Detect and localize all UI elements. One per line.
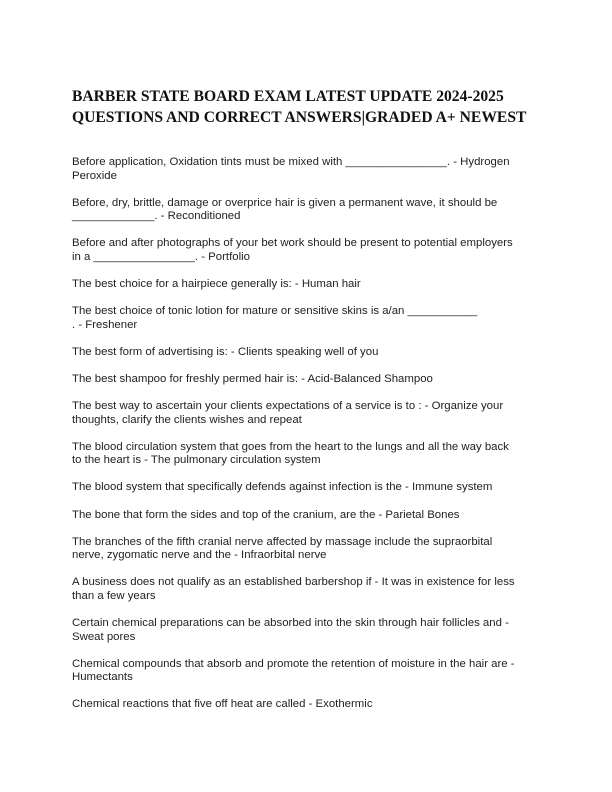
qa-line: The blood system that specifically defends against infection is the - Immune system xyxy=(72,481,493,494)
qa-line: The best way to ascertain your clients expectations of a service is to : - Organize your xyxy=(72,400,504,413)
qa-line: Chemical compounds that absorb and promote the retention of moisture in the hair are - xyxy=(72,657,515,670)
question-answer-list xyxy=(72,156,542,712)
qa-line: Chemical reactions that five off heat are called - Exothermic xyxy=(72,698,373,711)
qa-item xyxy=(72,698,542,712)
qa-item xyxy=(72,617,542,644)
qa-line: Certain chemical preparations can be absorbed into the skin through hair follicles and - xyxy=(72,616,509,629)
qa-item xyxy=(72,658,542,685)
qa-line: in a ________________. - Portfolio xyxy=(72,250,250,263)
title-line: QUESTIONS AND CORRECT ANSWERS|GRADED A+ NEWEST xyxy=(72,109,527,126)
qa-line: nerve, zygomatic nerve and the - Infraorbital nerve xyxy=(72,549,327,562)
qa-line: The best form of advertising is: - Clients speaking well of you xyxy=(72,345,379,358)
qa-line: Peroxide xyxy=(72,169,117,182)
qa-line: than a few years xyxy=(72,589,156,602)
qa-item xyxy=(72,481,542,495)
qa-item xyxy=(72,509,542,523)
qa-item xyxy=(72,278,542,292)
title-line: BARBER STATE BOARD EXAM LATEST UPDATE 2024-2025 xyxy=(72,88,504,105)
qa-item xyxy=(72,197,542,224)
qa-item xyxy=(72,441,542,468)
qa-item xyxy=(72,237,542,264)
qa-line: Sweat pores xyxy=(72,630,136,643)
qa-line: . - Freshener xyxy=(72,318,138,331)
qa-line: thoughts, clarify the clients wishes and repeat xyxy=(72,413,302,426)
qa-line: to the heart is - The pulmonary circulation system xyxy=(72,454,321,467)
qa-line: The best choice of tonic lotion for mature or sensitive skins is a/an ___________ xyxy=(72,305,478,318)
qa-line: The best shampoo for freshly permed hair is: - Acid-Balanced Shampoo xyxy=(72,372,433,385)
qa-line: A business does not qualify as an established barbershop if - It was in existence for less xyxy=(72,576,515,589)
document-title xyxy=(72,86,542,128)
qa-line: The best choice for a hairpiece generally is: - Human hair xyxy=(72,278,361,291)
qa-line: Before, dry, brittle, damage or overprice hair is given a permanent wave, it should be xyxy=(72,196,498,209)
qa-item xyxy=(72,156,542,183)
qa-item xyxy=(72,346,542,360)
qa-item xyxy=(72,400,542,427)
qa-line: Before and after photographs of your bet work should be present to potential employers xyxy=(72,237,513,250)
qa-item xyxy=(72,373,542,387)
qa-line: Humectants xyxy=(72,671,133,684)
qa-line: _____________. - Reconditioned xyxy=(72,210,241,223)
qa-item xyxy=(72,536,542,563)
qa-item xyxy=(72,576,542,603)
document-page xyxy=(72,86,542,725)
qa-line: The branches of the fifth cranial nerve affected by massage include the supraorbital xyxy=(72,535,493,548)
qa-item xyxy=(72,305,542,332)
qa-line: The blood circulation system that goes from the heart to the lungs and all the way back xyxy=(72,440,509,453)
qa-line: The bone that form the sides and top of the cranium, are the - Parietal Bones xyxy=(72,508,460,521)
qa-line: Before application, Oxidation tints must be mixed with ________________. - Hydrogen xyxy=(72,156,510,168)
